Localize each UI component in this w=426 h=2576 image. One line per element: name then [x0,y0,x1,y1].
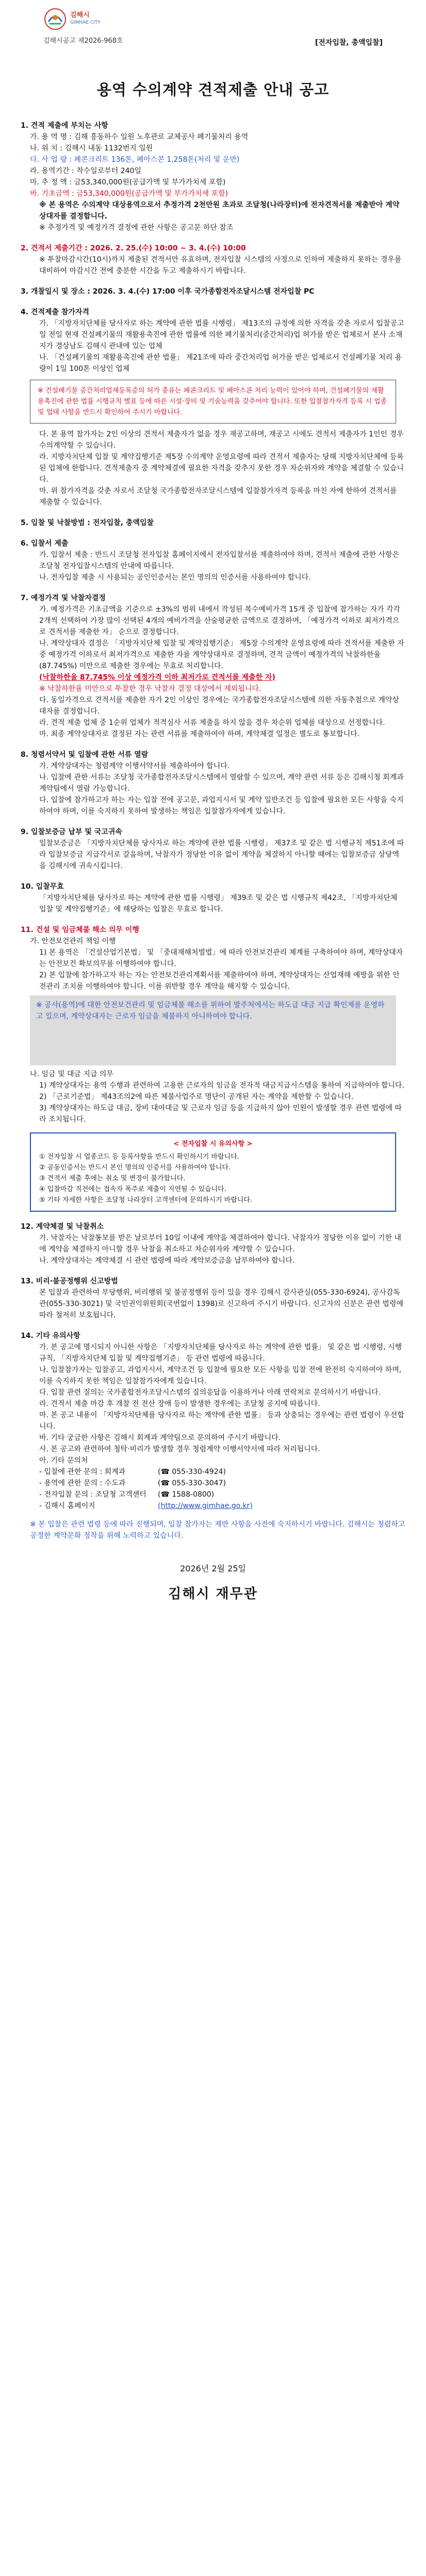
notice-date: 2026년 2월 25일 [180,1564,246,1573]
section-8 [21,749,405,817]
section-2 [21,243,405,277]
s11-line: 1) 본 용역은 「건설산업기본법」 및 「중대재해처벌법」에 따라 안전보건관리 체계를 구축하여야 하며, 계약상대자는 안전보건 확보의무를 이행하여야 합니다. [39,948,403,968]
notice-line: ① 전자입찰 시 업종코드 등 등록사항을 반드시 확인하시기 바랍니다. [39,1153,239,1161]
s14-line: 아. 기타 문의처 [39,1456,88,1465]
homepage-link[interactable]: (http://www.gimhae.go.kr) [158,1502,253,1510]
section-9-heading: 9. 입찰보증금 납부 및 국고귀속 [21,828,122,836]
s14-line: 다. 입찰 관련 질의는 국가종합전자조달시스템의 질의응답을 이용하거나 아래 연락처로 문의하시기 바랍니다. [39,1388,381,1397]
city-logo [43,7,101,31]
s14-line: 마. 본 공고 내용이 「지방자치단체를 당사자로 하는 계약에 관한 법률」 등과 상충되는 경우에는 관련 법령이 우선합니다. [39,1411,404,1431]
contact-label: - 전자입찰 문의 : 조달청 고객센터 [39,1490,146,1499]
s7-line: 마. 최종 계약상대자로 결정된 자는 관련 서류를 제출하여야 하며, 계약체결 일정은 별도로 통보합니다. [39,730,360,738]
section-7 [21,592,405,740]
notice-line: ⑤ 기타 자세한 사항은 조달청 나라장터 고객센터에 문의하시기 바랍니다. [39,1196,253,1204]
s14-line: 가. 본 공고에 명시되지 아니한 사항은 「지방자치단체를 당사자로 하는 계약에 관한 법률」 및 같은 법 시행령, 시행규칙, 「지방자치단체 입찰 및 계약집행기준」 등 관련 법령에 따릅니다. [39,1343,402,1363]
logo-text [70,12,101,26]
s1-line: 다. 사 업 량 : 폐콘크리트 136톤, 폐아스콘 1,258톤(처리 및 운반) [30,156,240,164]
contact-value: (☎ 055-330-4924) [158,1468,226,1476]
s8-line: 가. 계약상대자는 청렴계약 이행서약서를 제출하여야 합니다. [39,762,230,770]
s4-line: 마. 위 참가자격을 갖춘 자로서 조달청 국가종합전자조달시스템에 입찰참가자격 등록을 마친 자에 한하여 견적서를 제출할 수 있습니다. [39,487,397,506]
section-14 [21,1330,405,1541]
contact-list [39,1466,405,1512]
s4-note-box: ※ 건설폐기물 중간처리업체등록증의 허가 종류는 폐콘크리트 및 폐아스콘 처리 능력이 있어야 하며, 건설폐기물의 재활용촉진에 관한 법률 시행규칙 별표 등에 따른 시설·장비 및 기술능력을 갖추어야 합니다. 또한 입찰참가자격 등록 시 업종 및 업태 사항을 반드시 확인하여 주시기 바랍니다. [30,380,396,423]
contact-label: - 입찰에 관한 문의 : 회계과 [39,1468,126,1476]
s1-note: ※ 본 용역은 수의계약 대상용역으로서 추정가격 2천만원 초과로 조달청(나라장터)에 전자견적서를 제출받아 계약상대자를 결정합니다. [39,201,400,221]
section-7-heading: 7. 예정가격 및 낙찰자결정 [21,594,106,602]
section-6 [21,538,405,583]
notice-line: ③ 견적서 제출 후에는 취소 및 변경이 불가합니다. [39,1175,186,1182]
s4-line: 나. 「건설폐기물의 재활용촉진에 관한 법률」 제21조에 따라 중간처리업 허가를 받은 업체로서 건설폐기물 처리 용량이 1일 100톤 이상인 업체 [39,353,402,373]
s1-line: 나. 위 치 : 김해시 내동 1132번지 일원 [30,144,153,152]
notice-box-title: < 전자입찰 시 유의사항 > [173,1140,253,1148]
section-3 [21,286,405,297]
s12-line: 나. 계약상대자는 계약체결 시 관련 법령에 따라 계약보증금을 납부하여야 합니다. [39,1257,295,1265]
contact-item [39,1466,405,1478]
s4-line: 다. 본 용역 참가자는 2인 이상의 견적서 제출자가 없을 경우 재공고하며, 재공고 시에도 견적서 제출자가 1인인 경우 수의계약할 수 있습니다. [39,430,404,450]
section-4 [21,307,405,508]
section-3-heading: 3. 개찰일시 및 장소 : 2026. 3. 4.(수) 17:00 이후 국가종합전자조달시스템 전자입찰 PC [21,287,315,296]
contact-label: - 김해시 홈페이지 [39,1502,95,1510]
section-1 [21,120,405,233]
section-4-heading: 4. 견적제출 참가자격 [21,308,89,316]
s11-line: 1) 계약상대자는 용역 수행과 관련하여 고용한 근로자의 임금을 전자적 대금지급시스템을 통하여 지급하여야 합니다. [39,1081,404,1090]
s11-line: 가. 안전보건관리 책임 이행 [30,937,116,945]
s11-gray-text: ※ 공사(용역)에 대한 안전보건관리 및 임금체불 해소를 위하여 발주처에서는 하도급 대금 지급 확인제를 운영하고 있으며, 계약상대자는 근로자 임금을 체불하지 아니하여야 합니다. [36,1001,385,1021]
s6-line: 나. 전자입찰 제출 시 사용되는 공인인증서는 본인 명의의 인증서를 사용하여야 합니다. [39,573,311,582]
s6-line: 가. 입찰서 제출 : 반드시 조달청 전자입찰 홈페이지에서 전자입찰서를 제출하여야 하며, 견적서 제출에 관한 사항은 조달청 전자입찰시스템의 안내에 따릅니다. [39,551,400,570]
s7-line: 나. 계약상대자 결정은 「지방자치단체 입찰 및 계약집행기준」 제5장 수의계약 운영요령에 따라 견적서를 제출한 자 중 예정가격 이하로서 최저가격으로 제출한 자를 계약상대자로 결정하며, 견적 금액이 예정가격의 낙찰하한율(87.745%) 미만으로 제출한 경우에는 무효로 처리합니다. [39,639,404,670]
notice-line: ④ 입찰마감 직전에는 접속자 폭주로 제출이 지연될 수 있습니다. [39,1185,226,1193]
e-bid-notice-box [30,1132,396,1212]
contact-value: (☎ 055-330-3047) [158,1479,226,1487]
section-10-heading: 10. 입찰무효 [21,883,64,891]
s1-line: 라. 용역기간 : 착수일로부터 240일 [30,167,141,175]
s8-line: 나. 입찰에 관한 서류는 조달청 국가종합전자조달시스템에서 열람할 수 있으며, 계약 관련 서류 등은 김해시청 회계과 계약팀에서 열람 가능합니다. [39,773,404,793]
section-13 [21,1276,405,1321]
contact-label: - 용역에 관한 문의 : 수도과 [39,1479,126,1487]
issuing-authority: 김해시 재무관 [168,1586,258,1602]
section-12-heading: 12. 계약체결 및 낙찰취소 [21,1223,104,1231]
bid-category: [전자입찰, 총액입찰] [315,39,383,47]
s7-highlight: (낙찰하한율 87.745% 이상 예정가격 이하 최저가로 견적서를 제출한 자) [39,673,275,682]
s7-line: 다. 동일가격으로 견적서를 제출한 자가 2인 이상인 경우에는 국가종합전자조달시스템에 의한 자동추첨으로 계약상대자를 결정합니다. [39,696,399,716]
s1-line: 바. 기초금액 : 금53,340,000원(공급가액 및 부가가치세 포함) [30,190,228,198]
s13-line: 본 입찰과 관련하여 부당행위, 비리행위 및 불공정행위 등이 있을 경우 김해시 감사관실(055-330-6924), 공사감독관(055-330-3021) 및 국민권익위원회(국번없이 1398)로 신고하여 주시기 바랍니다. 신고자의 신분은 관련 법령에 따라 철저히 보호됩니다. [39,1289,403,1319]
notice-line: ② 공동인증서는 반드시 본인 명의의 인증서를 사용하여야 합니다. [39,1164,231,1172]
s14-line: 나. 입찰참가자는 입찰공고, 과업지시서, 계약조건 등 입찰에 필요한 모든 사항을 입찰 전에 완전히 숙지하여야 하며, 이를 숙지하지 못한 책임은 입찰참가자에게 있습니다. [39,1366,402,1385]
section-11 [21,924,405,1125]
doc-header [21,0,405,47]
city-emblem-icon [43,7,67,31]
s12-line: 가. 낙찰자는 낙찰통보를 받은 날로부터 10일 이내에 계약을 체결하여야 합니다. 낙찰자가 정당한 이유 없이 기한 내에 계약을 체결하지 아니할 경우 낙찰을 취소하고 차순위자와 계약할 수 있습니다. [39,1234,402,1253]
s7-line: ※ 낙찰하한율 미만으로 투찰한 경우 낙찰자 결정 대상에서 제외됩니다. [39,685,261,693]
s4-line: 가. 「지방자치단체를 당사자로 하는 계약에 관한 법률 시행령」 제13조의 규정에 의한 자격을 갖춘 자로서 입찰공고일 전일 현재 건설폐기물의 재활용촉진에 관한 법률에 의한 폐기물처리(중간처리)업 허가를 받은 업체로서 본사 소재지가 경상남도 김해시 관내에 있는 업체 [39,319,404,350]
section-13-heading: 13. 비리·불공정행위 신고방법 [21,1277,118,1285]
s8-line: 다. 입찰에 참가하고자 하는 자는 입찰 전에 공고문, 과업지시서 및 계약 일반조건 등 입찰에 필요한 모든 사항을 숙지하여야 하며, 이를 숙지하지 못하여 발생하는 책임은 입찰참가자에게 있습니다. [39,796,404,816]
section-5-heading: 5. 입찰 및 낙찰방법 : 전자입찰, 총액입찰 [21,519,154,527]
s11-gray-block [30,995,396,1065]
s11-line: 2) 본 입찰에 참가하고자 하는 자는 안전보건관리계획서를 제출하여야 하며, 계약상대자는 산업재해 예방을 위한 안전관리 조치를 이행하여야 합니다. 이를 위반할 경우 계약을 해지할 수 있습니다. [39,971,400,991]
s7-line: 가. 예정가격은 기초금액을 기준으로 ±3%의 범위 내에서 작성된 복수예비가격 15개 중 입찰에 참가하는 자가 각각 2개씩 선택하여 가장 많이 선택된 4개의 예비가격을 산술평균한 금액으로 결정하며, 「예정가격 이하로 최저가격으로 견적서를 제출한 자」 순으로 결정합니다. [39,605,401,636]
s14-line: 라. 견적서 제출 마감 후 개찰 전 전산 장애 등이 발생한 경우에는 조달청 공지에 따릅니다. [39,1400,320,1408]
logo-name: 김해시 [70,11,90,19]
contact-item [39,1478,405,1489]
contact-item [39,1489,405,1500]
section-8-heading: 8. 청렴서약서 및 입찰에 관한 서류 열람 [21,751,149,759]
contact-item [39,1500,405,1512]
s14-line: 바. 기타 궁금한 사항은 김해시 회계과 계약팀으로 문의하여 주시기 바랍니다. [39,1434,281,1442]
s4-line: 라. 지방자치단체 입찰 및 계약집행기준 제5장 수의계약 운영요령에 따라 견적서 제출자는 당해 지방자치단체에 등록된 업체에 한합니다. 견적제출자 중 계약체결에 필요한 자격을 갖추지 못한 경우 차순위자와 계약을 체결할 수 있습니다. [39,453,404,484]
s9-line: 입찰보증금은 「지방자치단체를 당사자로 하는 계약에 관한 법률 시행령」 제37조 및 같은 법 시행규칙 제51조에 따라 입찰보증금 지급각서로 갈음하며, 낙찰자가 정당한 이유 없이 계약을 체결하지 아니할 때에는 입찰보증금 상당액을 김해시에 귀속시킵니다. [39,839,404,870]
section-1-heading: 1. 견적 제출에 부치는 사항 [21,122,108,130]
s1-line: 마. 추 정 액 : 금53,340,000원(공급가액 및 부가가치세 포함) [30,178,226,187]
section-10 [21,881,405,915]
section-14-heading: 14. 기타 유의사항 [21,1332,80,1340]
s11-line: 나. 임금 및 대금 지급 의무 [30,1070,113,1078]
section-9 [21,826,405,872]
section-11-heading: 11. 건설 및 임금체불 해소 의무 이행 [21,926,139,934]
contact-value: (☎ 1588-0800) [158,1490,215,1499]
logo-sub: GIMHAE CITY [70,20,101,25]
s1-note: ※ 추정가격 및 예정가격 결정에 관한 사항은 공고문 하단 참조 [39,224,234,232]
document-number: 김해시공고 제2026-968호 [43,37,123,45]
s2-line: ※ 투찰마감시간(10시)까지 제출된 견적서만 유효하며, 전자입찰 시스템의 사정으로 인하여 제출하지 못하는 경우를 대비하여 마감시간 전에 충분한 시간을 두고 제출하시기 바랍니다. [39,256,402,275]
s11-line: 3) 계약상대자는 하도급 대금, 장비 대여대금 및 근로자 임금 등을 지급하지 않아 민원이 발생할 경우 관련 법령에 따라 조치됩니다. [39,1104,402,1124]
section-5 [21,517,405,529]
s1-line: 가. 용 역 명 : 김해 흥동하수 일원 노후관로 교체공사 폐기물처리 용역 [30,133,249,141]
s14-final: ※ 본 입찰은 관련 법령 등에 따라 진행되며, 입찰 참가자는 제반 사항을 사전에 숙지하시기 바랍니다. 김해시는 청렴하고 공정한 계약문화 정착을 위해 노력하고 있습니다. [30,1520,405,1540]
section-2-heading: 2. 견적서 제출기간 : 2026. 2. 25.(수) 10:00 ~ 3. 4.(수) 10:00 [21,244,246,252]
section-12 [21,1221,405,1266]
s10-line: 「지방자치단체를 당사자로 하는 계약에 관한 법률 시행령」 제39조 및 같은 법 시행규칙 제42조, 「지방자치단체 입찰 및 계약집행기준」에 해당하는 입찰은 무효로 합니다. [39,894,398,913]
section-6-heading: 6. 입찰서 제출 [21,539,69,548]
s7-line: 라. 견적 제출 업체 중 1순위 업체가 적격심사 서류 제출을 하지 않을 경우 차순위 업체를 대상으로 선정합니다. [39,719,385,727]
page-title: 용역 수의계약 견적제출 안내 공고 [96,81,330,98]
s14-line: 사. 본 공고와 관련하여 청탁·비리가 발생할 경우 청렴계약 이행서약서에 따라 처리됩니다. [39,1445,320,1453]
s11-line: 2) 「근로기준법」 제43조의2에 따른 체불사업주로 명단이 공개된 자는 계약을 제한할 수 있습니다. [39,1093,354,1101]
